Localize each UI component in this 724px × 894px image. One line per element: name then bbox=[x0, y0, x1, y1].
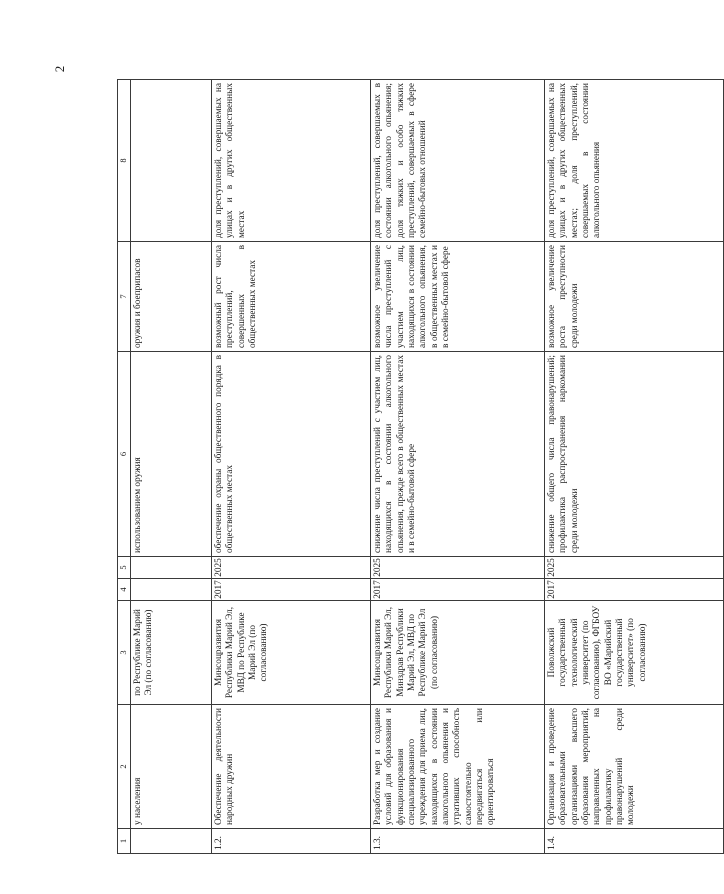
table-row bbox=[131, 80, 212, 854]
header-cell: 8 bbox=[118, 80, 131, 242]
expected-result-cell: снижение общего числа правонарушений; профилактика распространения наркомании среди молодежи bbox=[545, 352, 724, 557]
indicator-cell: доля преступлений, совершаемых на улицах и в других общественных местах; доля преступлений, совершаемых в состоянии алкогольного опьянения bbox=[545, 80, 724, 242]
header-cell: 2 bbox=[118, 705, 131, 829]
header-cell: 3 bbox=[118, 601, 131, 705]
row-number bbox=[131, 829, 212, 854]
expected-result-cell: снижение числа преступлений с участием лиц, находящихся в состоянии алкогольного опьянения, прежде всего в общественных местах и в семейно-бытовой сфере bbox=[371, 352, 545, 557]
executor-cell: Минсоцразвития Республики Марий Эл, МВД по Республике Марий Эл (по согласованию) bbox=[212, 601, 371, 705]
measure-cell: у населения bbox=[131, 705, 212, 829]
indicator-cell: доля преступлений, совершаемых в состоянии алкогольного опьянения; доля тяжких и особо тяжких преступлений, совершаемых в сфере семейно-бытовых отношений bbox=[371, 80, 545, 242]
header-cell: 1 bbox=[118, 829, 131, 854]
header-cell: 6 bbox=[118, 352, 131, 557]
executor-cell: по Республике Марий Эл (по согласованию) bbox=[131, 601, 212, 705]
table-header-row bbox=[118, 80, 131, 854]
indicator-cell: доля преступлений, совершаемых на улицах и в других общественных местах bbox=[212, 80, 371, 242]
row-number: 1.2. bbox=[212, 829, 371, 854]
start-year-cell bbox=[131, 579, 212, 601]
executor-cell: Поволжский государственный технологический университет (по согласованию), ФГБОУ ВО «Марийский государственный университет» (по согласованию) bbox=[545, 601, 724, 705]
table-row bbox=[212, 80, 371, 854]
expected-result-cell: обеспечение охраны общественного порядка в общественных местах bbox=[212, 352, 371, 557]
measures-table bbox=[117, 79, 724, 854]
start-year-cell: 2017 bbox=[371, 579, 545, 601]
consequences-cell: возможный рост числа преступлений, совершенных в общественных местах bbox=[212, 242, 371, 352]
consequences-cell: возможное увеличение роста преступности среди молодежи bbox=[545, 242, 724, 352]
table-row bbox=[545, 80, 724, 854]
measure-cell: Организация и проведение образовательными организациями высшего образования мероприятий, направленных на профилактику правонарушений среди молодежи bbox=[545, 705, 724, 829]
start-year-cell: 2017 bbox=[545, 579, 724, 601]
consequences-cell: оружия и боеприпасов bbox=[131, 242, 212, 352]
end-year-cell bbox=[131, 557, 212, 579]
end-year-cell: 2025 bbox=[371, 557, 545, 579]
expected-result-cell: использованием оружия bbox=[131, 352, 212, 557]
consequences-cell: возможное увеличение числа преступлений с участием лиц, находящихся в состоянии алкогольного опьянения, в общественных местах и в семейно-бытовой сфере bbox=[371, 242, 545, 352]
start-year-cell: 2017 bbox=[212, 579, 371, 601]
table-row bbox=[371, 80, 545, 854]
end-year-cell: 2025 bbox=[545, 557, 724, 579]
page-number: 2 bbox=[52, 65, 67, 73]
header-cell: 7 bbox=[118, 242, 131, 352]
measure-cell: Разработка мер и создание условий для образования и функционирования специализированного учреждения для приема лиц, находящихся в состоянии алкогольного опьянения и утративших способность самостоятельно передвигаться или ориентироваться bbox=[371, 705, 545, 829]
end-year-cell: 2025 bbox=[212, 557, 371, 579]
measure-cell: Обеспечение деятельности народных дружин bbox=[212, 705, 371, 829]
row-number: 1.3. bbox=[371, 829, 545, 854]
header-cell: 5 bbox=[118, 557, 131, 579]
header-cell: 4 bbox=[118, 579, 131, 601]
executor-cell: Минсоцразвития Республики Марий Эл, Минздрав Республики Марий Эл, МВД по Республике Марий Эл (по согласованию) bbox=[371, 601, 545, 705]
indicator-cell bbox=[131, 80, 212, 242]
row-number: 1.4. bbox=[545, 829, 724, 854]
